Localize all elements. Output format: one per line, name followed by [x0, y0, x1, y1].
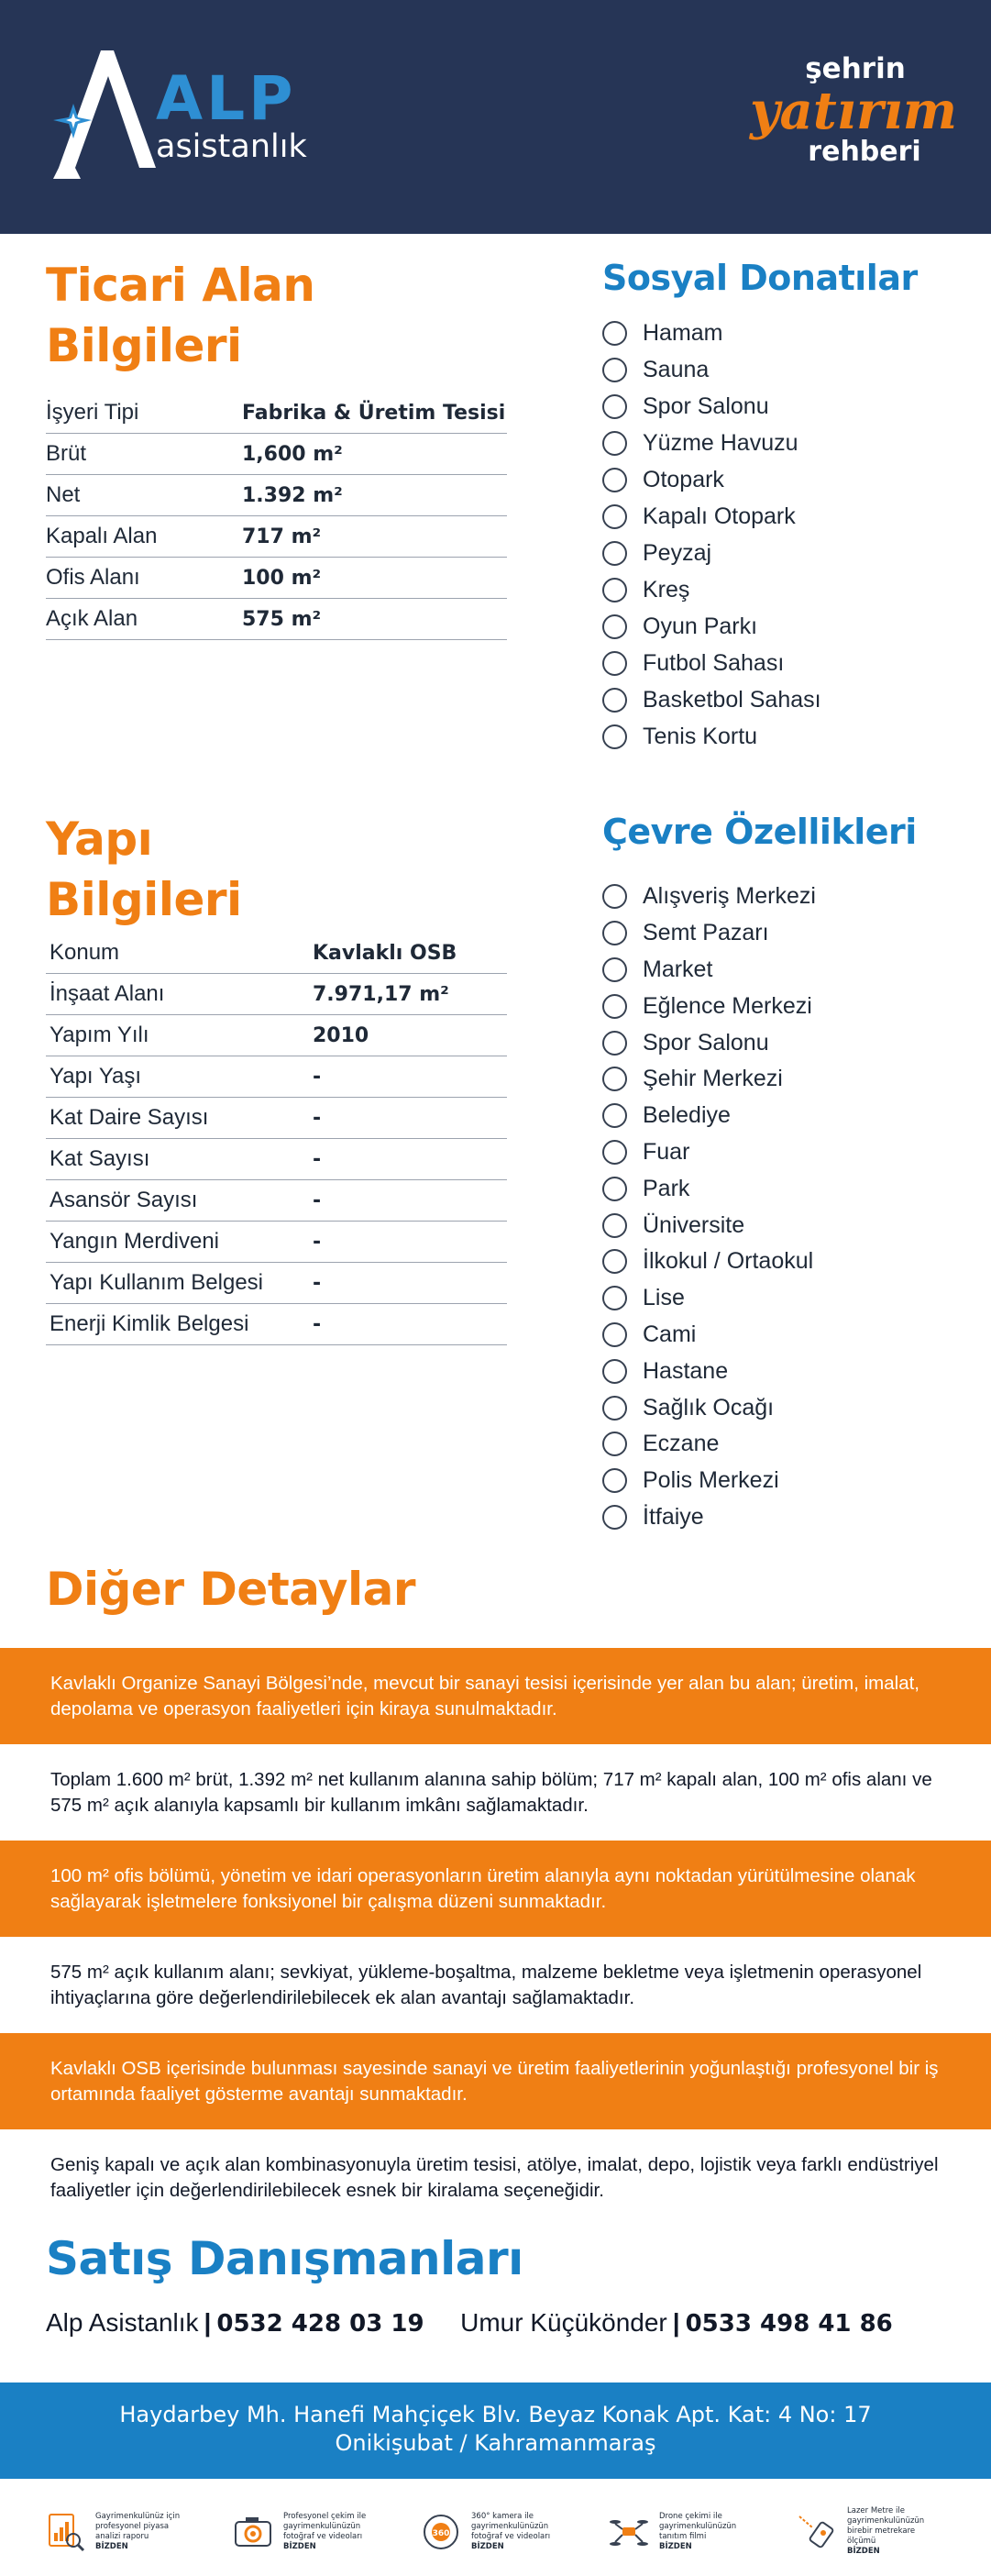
- checkbox-icon[interactable]: [602, 1396, 627, 1421]
- sosyal-item[interactable]: [602, 498, 821, 535]
- logo-a-icon: [48, 50, 158, 179]
- service-line: Profesyonel çekim ile: [283, 2511, 367, 2521]
- slogan-line-1: şehrin: [805, 52, 906, 85]
- service-bold: BİZDEN: [95, 2541, 128, 2551]
- cevre-item[interactable]: [602, 1389, 816, 1426]
- sosyal-item[interactable]: [602, 388, 821, 425]
- yapi-value: -: [313, 1147, 322, 1171]
- service-line: fotoğraf ve videoları: [283, 2531, 363, 2541]
- yapi-table: [46, 933, 507, 1345]
- checkbox-icon[interactable]: [602, 1067, 627, 1091]
- cevre-item[interactable]: [602, 1207, 816, 1244]
- checkbox-icon[interactable]: [602, 1468, 627, 1493]
- service-text: [659, 2512, 736, 2552]
- service-line: gayrimenkulünüzün: [471, 2521, 549, 2531]
- cevre-item-label: Polis Merkezi: [643, 1467, 779, 1494]
- cevre-item-label: Alışveriş Merkezi: [643, 883, 816, 910]
- detail-block-1: [0, 1648, 991, 1744]
- service-line: analizi raporu: [95, 2531, 149, 2541]
- drone-icon: [608, 2511, 650, 2553]
- yapi-key: Yangın Merdiveni: [50, 1229, 219, 1254]
- svg-text:360: 360: [432, 2528, 450, 2538]
- checkbox-icon[interactable]: [602, 1031, 627, 1056]
- detail-text-1: Kavlaklı Organize Sanayi Bölgesi’nde, mevcut bir sanayi tesisi içerisinde yer alan bu alan; üretim, imalat, depolama ve operasyon faaliyetleri için kiraya sunulmaktadır.: [50, 1672, 920, 1719]
- yapi-key: Enerji Kimlik Belgesi: [50, 1311, 249, 1336]
- checkbox-icon[interactable]: [602, 994, 627, 1019]
- yapi-key: Konum: [50, 940, 120, 965]
- camera-icon: [232, 2511, 274, 2553]
- consultant-2-name: Umur Küçükönder: [460, 2308, 667, 2337]
- service-item: [232, 2493, 420, 2570]
- service-line: Drone çekimi ile: [659, 2511, 722, 2521]
- checkbox-icon[interactable]: [602, 1177, 627, 1201]
- consultant-1-phone[interactable]: 0532 428 03 19: [216, 2310, 424, 2338]
- slogan: [750, 52, 957, 183]
- ticari-title-line-2: Bilgileri: [46, 319, 242, 372]
- service-bold: BİZDEN: [471, 2541, 504, 2551]
- service-line: Gayrimenkulünüz için: [95, 2511, 181, 2521]
- consultant-1-name: Alp Asistanlık: [46, 2308, 199, 2337]
- cevre-item-label: Üniversite: [643, 1211, 745, 1238]
- cevre-item-label: Hastane: [643, 1357, 729, 1384]
- service-line: fotoğraf ve videoları: [471, 2531, 551, 2541]
- ticari-row: [46, 434, 507, 475]
- yapi-row: [46, 1056, 507, 1098]
- yapi-key: Yapım Yılı: [50, 1023, 149, 1047]
- yapi-row: [46, 1304, 507, 1345]
- checkbox-icon[interactable]: [602, 921, 627, 945]
- service-line: profesyonel piyasa: [95, 2521, 170, 2531]
- cevre-item-label: Fuar: [643, 1138, 690, 1165]
- laser-meter-icon: [796, 2511, 838, 2553]
- cevre-item[interactable]: [602, 1170, 816, 1207]
- yapi-row: [46, 1180, 507, 1222]
- yapi-key: Yapı Kullanım Belgesi: [50, 1270, 264, 1295]
- sosyal-item-label: Otopark: [643, 466, 724, 492]
- cevre-item[interactable]: [602, 1098, 816, 1134]
- service-text: [471, 2512, 550, 2552]
- checkbox-icon[interactable]: [602, 1359, 627, 1384]
- yapi-row: [46, 1098, 507, 1139]
- sosyal-item-label: Sauna: [643, 356, 710, 382]
- checkbox-icon[interactable]: [602, 1432, 627, 1456]
- checkbox-icon[interactable]: [602, 1140, 627, 1165]
- sosyal-item[interactable]: [602, 425, 821, 461]
- sosyal-item-label: Kapalı Otopark: [643, 503, 796, 529]
- cevre-item-label: Şehir Merkezi: [643, 1066, 783, 1092]
- sosyal-item[interactable]: [602, 315, 821, 351]
- cevre-item[interactable]: [602, 1280, 816, 1317]
- ticari-key: Açık Alan: [46, 606, 138, 631]
- cevre-item[interactable]: [602, 1134, 816, 1171]
- cevre-item[interactable]: [602, 1353, 816, 1389]
- service-text: [283, 2512, 366, 2552]
- cevre-item[interactable]: [602, 879, 816, 915]
- sosyal-item[interactable]: [602, 645, 821, 681]
- logo-subtitle: asistanlık: [156, 128, 307, 165]
- yapi-row: [46, 1015, 507, 1056]
- yapi-title: [46, 809, 242, 930]
- ticari-value: 717 m²: [242, 525, 322, 548]
- cevre-item[interactable]: [602, 1061, 816, 1098]
- detail-text-6: Geniş kapalı ve açık alan kombinasyonuyla üretim tesisi, atölye, imalat, depo, lojistik veya farklı endüstriyel faaliyetler için değerlendirilebilecek esnek bir kiralama seçeneğidir.: [50, 2153, 939, 2201]
- logo-name: ALP: [156, 63, 297, 134]
- yapi-value: -: [313, 1312, 322, 1336]
- yapi-key: Asansör Sayısı: [50, 1188, 198, 1212]
- detail-text-4: 575 m² açık kullanım alanı; sevkiyat, yükleme-boşaltma, malzeme bekletme veya işletmenin operasyonel ihtiyaçlarına göre değerlendirilebilecek ek alan avantajı sağlamaktadır.: [50, 1961, 922, 2008]
- ticari-key: İşyeri Tipi: [46, 400, 139, 425]
- sosyal-item-label: Futbol Sahası: [643, 649, 785, 676]
- ticari-value: Fabrika & Üretim Tesisi: [242, 401, 506, 425]
- ticari-row: [46, 475, 507, 516]
- service-bold: BİZDEN: [847, 2547, 880, 2556]
- ticari-key: Kapalı Alan: [46, 524, 158, 548]
- cevre-item[interactable]: [602, 988, 816, 1024]
- detail-block-4: [0, 1937, 991, 2033]
- address-bar: [0, 2383, 991, 2479]
- sosyal-item-label: Yüzme Havuzu: [643, 429, 798, 456]
- detail-block-3: [0, 1841, 991, 1937]
- cevre-item-label: İlkokul / Ortaokul: [643, 1248, 814, 1275]
- ticari-value: 1,600 m²: [242, 442, 343, 466]
- service-line: 360° kamera ile: [471, 2511, 534, 2521]
- sosyal-list: [602, 315, 821, 755]
- checkbox-icon[interactable]: [602, 394, 627, 419]
- service-line: gayrimenkulünüzün: [283, 2521, 361, 2531]
- cevre-item-label: Eczane: [643, 1431, 720, 1457]
- sosyal-item[interactable]: [602, 351, 821, 388]
- ticari-key: Net: [46, 482, 81, 507]
- cevre-item-label: Lise: [643, 1285, 685, 1311]
- slogan-line-2: yatırım: [750, 81, 957, 141]
- cevre-item[interactable]: [602, 915, 816, 952]
- yapi-key: Kat Sayısı: [50, 1146, 150, 1171]
- checkbox-icon[interactable]: [602, 431, 627, 456]
- ticari-key: Brüt: [46, 441, 87, 466]
- consultants: [46, 2308, 963, 2338]
- ticari-value: 1.392 m²: [242, 483, 343, 507]
- checkbox-icon[interactable]: [602, 884, 627, 909]
- diger-title: Diğer Detaylar: [46, 1563, 416, 1616]
- sosyal-item[interactable]: [602, 571, 821, 608]
- 360-camera-icon: [420, 2511, 462, 2553]
- ticari-row: [46, 392, 507, 434]
- yapi-value: 2010: [313, 1023, 369, 1047]
- ticari-key: Ofis Alanı: [46, 565, 140, 590]
- cevre-item[interactable]: [602, 1499, 816, 1536]
- cevre-item-label: Market: [643, 956, 713, 982]
- sosyal-item-label: Kreş: [643, 576, 690, 603]
- sosyal-item-label: Peyzaj: [643, 539, 712, 566]
- ticari-title-line-1: Ticari Alan: [46, 259, 315, 312]
- checkbox-icon[interactable]: [602, 1505, 627, 1530]
- checkbox-icon[interactable]: [602, 688, 627, 713]
- yapi-value: -: [313, 1271, 322, 1295]
- yapi-value: 7.971,17 m²: [313, 982, 449, 1006]
- checkbox-icon[interactable]: [602, 724, 627, 749]
- service-item: [420, 2493, 608, 2570]
- sosyal-item-label: Hamam: [643, 319, 723, 346]
- service-text: [95, 2512, 180, 2552]
- checkbox-icon[interactable]: [602, 1322, 627, 1347]
- address-line-1: Haydarbey Mh. Hanefi Mahçiçek Blv. Beyaz Konak Apt. Kat: 4 No: 17: [119, 2402, 872, 2427]
- separator: |: [204, 2308, 212, 2337]
- cevre-item[interactable]: [602, 1244, 816, 1280]
- yapi-row: [46, 1139, 507, 1180]
- checkbox-icon[interactable]: [602, 651, 627, 676]
- detail-text-5: Kavlaklı OSB içerisinde bulunması sayesinde sanayi ve üretim faaliyetlerinin yoğunlaştığı profesyonel bir iş ortamında faaliyet gösterme avantajı sunmaktadır.: [50, 2057, 939, 2105]
- services-strip: [0, 2493, 991, 2570]
- yapi-value: -: [313, 1188, 322, 1212]
- checkbox-icon[interactable]: [602, 504, 627, 529]
- service-line: gayrimenkulünüzün: [847, 2516, 925, 2526]
- separator: |: [672, 2308, 680, 2337]
- checkbox-icon[interactable]: [602, 957, 627, 982]
- detail-text-3: 100 m² ofis bölümü, yönetim ve idari operasyonların üretim alanıyla aynı noktadan yürütülmesine olanak sağlayarak işletmelere fonksiyonel bir çalışma düzeni sunmaktadır.: [50, 1864, 916, 1912]
- checkbox-icon[interactable]: [602, 614, 627, 639]
- service-item: [44, 2493, 232, 2570]
- yapi-title-line-1: Yapı: [46, 813, 153, 866]
- yapi-row: [46, 1222, 507, 1263]
- cevre-item-label: Park: [643, 1175, 690, 1201]
- cevre-item-label: Belediye: [643, 1102, 731, 1129]
- yapi-key: Kat Daire Sayısı: [50, 1105, 209, 1130]
- cevre-item-label: Sağlık Ocağı: [643, 1394, 775, 1421]
- service-item: [608, 2493, 796, 2570]
- sosyal-item[interactable]: [602, 681, 821, 718]
- yapi-value: -: [313, 1230, 322, 1254]
- service-line: birebir metrekare: [847, 2526, 916, 2536]
- detail-text-2: Toplam 1.600 m² brüt, 1.392 m² net kullanım alanına sahip bölüm; 717 m² kapalı alan, 100 m² ofis alanı ve 575 m² açık alanıyla kapsamlı bir kullanım imkânı sağlamaktadır.: [50, 1768, 932, 1816]
- checkbox-icon[interactable]: [602, 578, 627, 603]
- ticari-table: [46, 392, 507, 640]
- checkbox-icon[interactable]: [602, 1103, 627, 1128]
- detail-block-2: [0, 1744, 991, 1841]
- sosyal-item-label: Oyun Parkı: [643, 613, 758, 639]
- service-line: tanıtım filmi: [659, 2531, 707, 2541]
- yapi-row: [46, 974, 507, 1015]
- service-text: [847, 2506, 924, 2557]
- sosyal-item-label: Tenis Kortu: [643, 723, 758, 749]
- address-line-2: Onikişubat / Kahramanmaraş: [335, 2430, 656, 2456]
- sosyal-title: Sosyal Donatılar: [602, 258, 918, 298]
- service-bold: BİZDEN: [283, 2541, 316, 2551]
- yapi-key: Yapı Yaşı: [50, 1064, 142, 1089]
- cevre-item-label: İtfaiye: [643, 1503, 704, 1530]
- yapi-row: [46, 933, 507, 974]
- header: [0, 0, 991, 234]
- yapi-value: -: [313, 1106, 322, 1130]
- cevre-item[interactable]: [602, 1024, 816, 1061]
- consultant-2-phone[interactable]: 0533 498 41 86: [685, 2310, 893, 2338]
- detail-block-6: [0, 2129, 991, 2226]
- checkbox-icon[interactable]: [602, 358, 627, 382]
- ticari-row: [46, 558, 507, 599]
- cevre-item[interactable]: [602, 1426, 816, 1463]
- company-logo: [48, 50, 359, 188]
- analysis-report-icon: [44, 2511, 86, 2553]
- cevre-list: [602, 879, 816, 1535]
- sosyal-item-label: Basketbol Sahası: [643, 686, 821, 713]
- yapi-key: İnşaat Alanı: [50, 981, 165, 1006]
- cevre-item[interactable]: [602, 1317, 816, 1354]
- sosyal-item[interactable]: [602, 461, 821, 498]
- service-line: gayrimenkulünüzün: [659, 2521, 737, 2531]
- yapi-value: -: [313, 1065, 322, 1089]
- cevre-item-label: Eğlence Merkezi: [643, 992, 812, 1019]
- service-bold: BİZDEN: [659, 2541, 692, 2551]
- ticari-value: 100 m²: [242, 566, 322, 590]
- yapi-value: Kavlaklı OSB: [313, 941, 457, 965]
- sosyal-item[interactable]: [602, 608, 821, 645]
- cevre-item[interactable]: [602, 1463, 816, 1499]
- checkbox-icon[interactable]: [602, 541, 627, 566]
- detail-block-5: [0, 2033, 991, 2129]
- cevre-title: Çevre Özellikleri: [602, 812, 917, 852]
- checkbox-icon[interactable]: [602, 1249, 627, 1274]
- sosyal-item-label: Spor Salonu: [643, 392, 769, 419]
- checkbox-icon[interactable]: [602, 468, 627, 492]
- cevre-item-label: Cami: [643, 1321, 697, 1347]
- cevre-item-label: Semt Pazarı: [643, 920, 769, 946]
- checkbox-icon[interactable]: [602, 1286, 627, 1310]
- slogan-line-3: rehberi: [808, 136, 921, 168]
- checkbox-icon[interactable]: [602, 321, 627, 346]
- satis-title: Satış Danışmanları: [46, 2232, 523, 2285]
- sosyal-item[interactable]: [602, 718, 821, 755]
- cevre-item-label: Spor Salonu: [643, 1029, 769, 1056]
- service-item: [796, 2493, 984, 2570]
- cevre-item[interactable]: [602, 952, 816, 989]
- checkbox-icon[interactable]: [602, 1213, 627, 1238]
- service-line: ölçümü: [847, 2537, 876, 2546]
- yapi-row: [46, 1263, 507, 1304]
- ticari-title: [46, 255, 315, 376]
- ticari-value: 575 m²: [242, 607, 322, 631]
- ticari-row: [46, 516, 507, 558]
- ticari-row: [46, 599, 507, 640]
- sosyal-item[interactable]: [602, 535, 821, 571]
- service-line: Lazer Metre ile: [847, 2506, 905, 2515]
- yapi-title-line-2: Bilgileri: [46, 873, 242, 926]
